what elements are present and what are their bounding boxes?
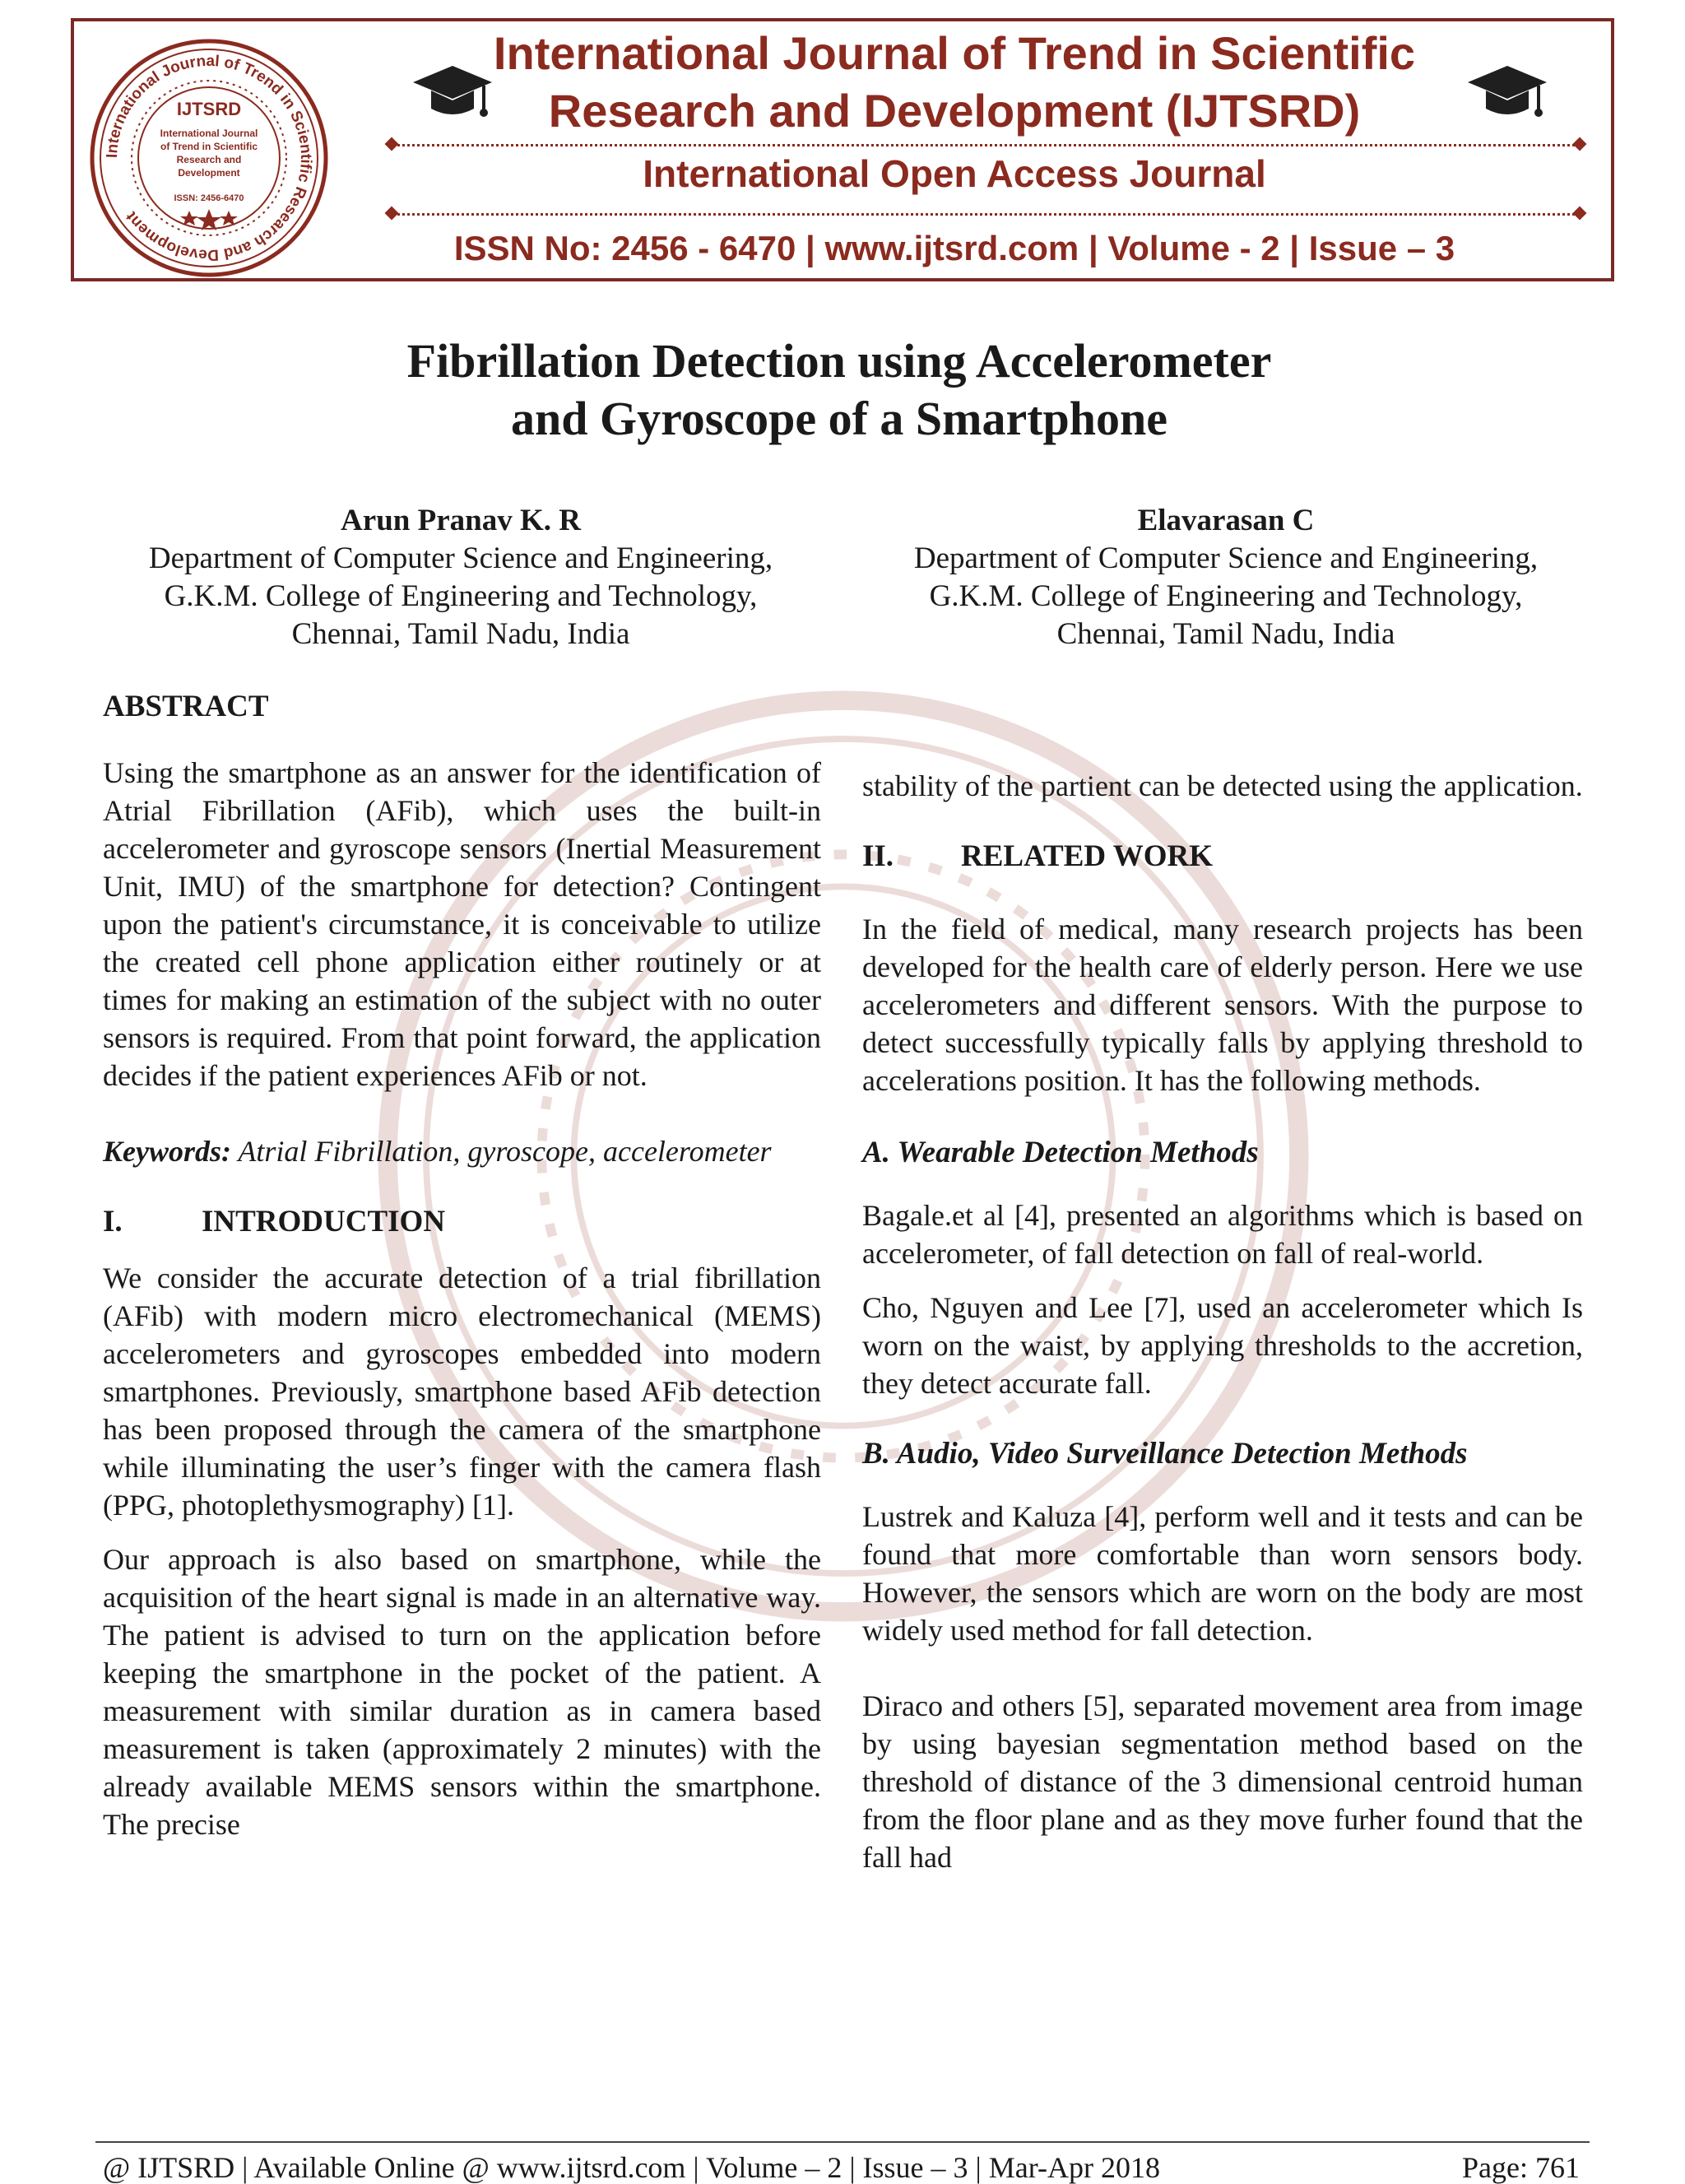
introduction-paragraph: We consider the accurate detection of a trial fibrillation (AFib) with modern micro electromechanical (MEMS) accelerometers and gyroscopes embedded into modern smartphones. Previously, smartphone based AFib detection has been proposed through the camera of the smartphone while illuminating the user’s finger with the camera flash (PPG, photoplethysmography) [1]. (103, 1262, 821, 1522)
section-heading-introduction (103, 1203, 821, 1241)
author-location: Chennai, Tamil Nadu, India (291, 617, 630, 651)
wearable-paragraph: Cho, Nguyen and Lee [7], used an accelerometer which Is worn on the waist, by applying thresholds to the accretion, they detect accurate fall. (862, 1291, 1583, 1400)
author-block (856, 502, 1596, 653)
right-column (862, 767, 1583, 1876)
page-number: Page: 761 (1462, 2151, 1580, 2184)
section-heading-related-work (862, 838, 1583, 876)
graduation-cap-icon (1466, 59, 1548, 125)
journal-title-line2: Research and Development (IJTSRD) (548, 85, 1361, 137)
header-dotted-rule (392, 213, 1580, 216)
keywords-label: Keywords: (103, 1135, 231, 1168)
footer-citation: @ IJTSRD | Available Online @ www.ijtsrd.com | Volume – 2 | Issue – 3 | Mar-Apr 2018 (103, 2151, 1160, 2184)
keywords-text: Atrial Fibrillation, gyroscope, accelerometer (238, 1135, 772, 1168)
footer-rule (95, 2141, 1590, 2143)
author-college: G.K.M. College of Engineering and Technology, (929, 579, 1523, 613)
left-column (103, 688, 821, 1843)
section-title: INTRODUCTION (202, 1205, 446, 1238)
subsection-heading-surveillance: B. Audio, Video Surveillance Detection Methods (862, 1437, 1468, 1471)
author-location: Chennai, Tamil Nadu, India (1056, 617, 1395, 651)
paper-title (247, 332, 1432, 448)
related-work-paragraph: In the field of medical, many research projects has been developed for the health care of elderly person. Here we use accelerometers and different sensors. With the purpose to detect successfully typically falls by applying threshold to accelerations position. It has the following methods. (862, 913, 1583, 1097)
paper-title-line2: and Gyroscope of a Smartphone (510, 392, 1168, 445)
surveillance-paragraph: Diraco and others [5], separated movement area from image by using bayesian segmentation method based on the threshold of distance of the 3 dimensional centroid human from the floor plane and as they move furher found that the fall had (862, 1689, 1583, 1874)
svg-text:International Journal of Trend: International Journal of Trend in Scientific Research and Development (103, 52, 315, 264)
paper-title-line1: Fibrillation Detection using Accelerometer (406, 334, 1272, 388)
svg-text:Development: Development (178, 167, 240, 179)
author-department: Department of Computer Science and Engineering, (148, 541, 773, 575)
svg-text:International Journal: International Journal (160, 128, 258, 139)
subsection-heading-wearable: A. Wearable Detection Methods (862, 1136, 1259, 1169)
author-block (91, 502, 831, 653)
author-department: Department of Computer Science and Engineering, (913, 541, 1539, 575)
surveillance-paragraph: Lustrek and Kaluza [4], perform well and it tests and can be found that more comfortable than worn sensors body. However, the sensors which are worn on the body are most widely used method for fall detection. (862, 1500, 1583, 1647)
author-name: Elavarasan C (1137, 504, 1315, 537)
abstract-heading: ABSTRACT (103, 690, 269, 723)
svg-text:ISSN: 2456-6470: ISSN: 2456-6470 (174, 193, 244, 203)
svg-text:Research and: Research and (176, 154, 242, 165)
continued-paragraph: stability of the partient can be detected using the application. (862, 769, 1583, 802)
keywords (103, 1132, 821, 1170)
header-dotted-rule (392, 144, 1580, 146)
section-number: I. (103, 1205, 123, 1238)
abstract-text: Using the smartphone as an answer for the identification of Atrial Fibrillation (AFib), which uses the built-in accelerometer and gyroscope sensors (Inertial Measurement Unit, IMU) of the smartphone for detection? Contingent upon the patient's circumstance, it is conceivable to utilize the created cell phone application either routinely or at times for making an estimation of the subject with no outer sensors is required. From that point forward, the application decides if the patient experiences AFib or not. (103, 756, 821, 1092)
section-title: RELATED WORK (961, 839, 1213, 873)
wearable-paragraph: Bagale.et al [4], presented an algorithms which is based on accelerometer, of fall detection on fall of real-world. (862, 1199, 1583, 1270)
open-access-label: International Open Access Journal (643, 152, 1266, 195)
svg-text:IJTSRD: IJTSRD (176, 99, 242, 119)
author-name: Arun Pranav K. R (341, 504, 581, 537)
introduction-paragraph: Our approach is also based on smartphone, while the acquisition of the heart signal is made in an alternative way. The patient is advised to turn on the application before keeping the smartphone in the pocket of the patient. A measurement with similar duration as in camera based measurement is taken (approximately 2 minutes) with the already available MEMS sensors within the smartphone. The precise (103, 1543, 821, 1841)
ijtsrd-seal-logo (86, 35, 332, 281)
journal-title-line1: International Journal of Trend in Scientific (493, 27, 1416, 79)
author-college: G.K.M. College of Engineering and Technology, (164, 579, 758, 613)
svg-text:of Trend in Scientific: of Trend in Scientific (160, 141, 258, 152)
section-number: II. (862, 839, 894, 873)
issn-volume-line: ISSN No: 2456 - 6470 | www.ijtsrd.com | Volume - 2 | Issue – 3 (453, 229, 1455, 267)
